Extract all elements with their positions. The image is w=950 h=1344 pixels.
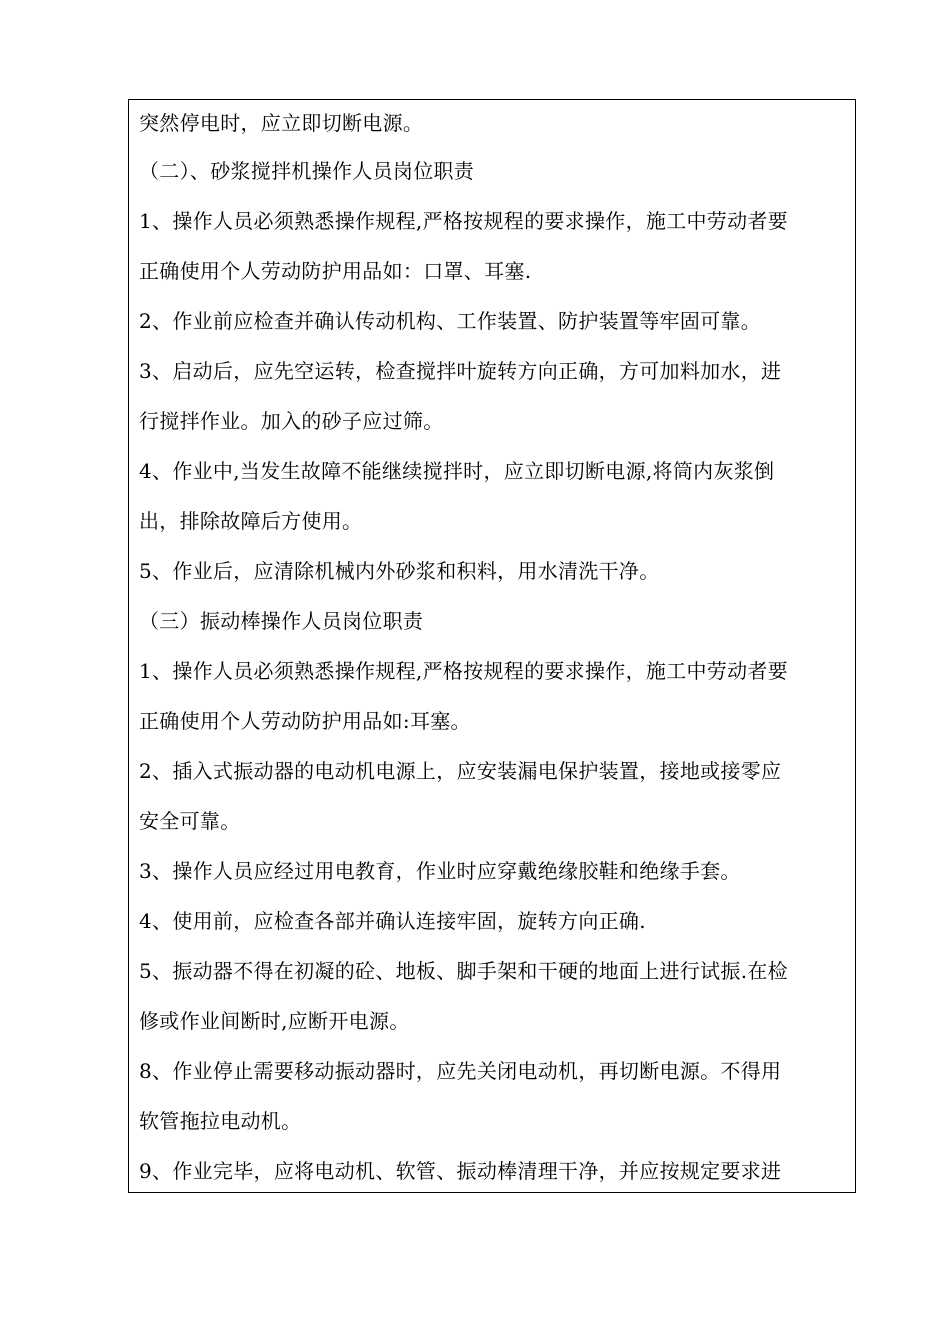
- text-line: 8、作业停止需要移动振动器时，应先关闭电动机，再切断电源。不得用: [139, 1059, 782, 1083]
- text-line: 1、操作人员必须熟悉操作规程,严格按规程的要求操作，施工中劳动者要: [139, 659, 788, 683]
- text-line: 突然停电时，应立即切断电源。: [139, 111, 424, 135]
- text-line: 行搅拌作业。加入的砂子应过筛。: [139, 409, 444, 433]
- text-line: 安全可靠。: [139, 809, 241, 833]
- text-line: 5、作业后，应清除机械内外砂浆和积料，用水清洗干净。: [139, 559, 660, 583]
- text-line: 5、振动器不得在初凝的砼、地板、脚手架和干硬的地面上进行试振.在检: [139, 959, 788, 983]
- text-line: 1、操作人员必须熟悉操作规程,严格按规程的要求操作，施工中劳动者要: [139, 209, 788, 233]
- section-heading: （二）、砂浆搅拌机操作人员岗位职责: [139, 159, 475, 183]
- text-line: 3、操作人员应经过用电教育，作业时应穿戴绝缘胶鞋和绝缘手套。: [139, 859, 741, 883]
- text-line: 2、插入式振动器的电动机电源上，应安装漏电保护装置，接地或接零应: [139, 759, 782, 783]
- text-line: 修或作业间断时,应断开电源。: [139, 1009, 410, 1033]
- document-body: [139, 100, 851, 1193]
- text-line: 正确使用个人劳动防护用品如:耳塞。: [139, 709, 471, 733]
- text-line: 出，排除故障后方使用。: [139, 509, 363, 533]
- text-line: 4、作业中,当发生故障不能继续搅拌时，应立即切断电源,将筒内灰浆倒: [139, 459, 775, 483]
- text-line: 3、启动后，应先空运转，检查搅拌叶旋转方向正确，方可加料加水，进: [139, 359, 782, 383]
- section-heading: （三）振动棒操作人员岗位职责: [139, 609, 424, 633]
- text-line: 9、作业完毕，应将电动机、软管、振动棒清理干净，并应按规定要求进: [139, 1159, 782, 1183]
- text-line: 4、使用前，应检查各部并确认连接牢固，旋转方向正确.: [139, 909, 646, 933]
- text-line: 软管拖拉电动机。: [139, 1109, 302, 1133]
- text-line: 正确使用个人劳动防护用品如：口罩、耳塞.: [139, 259, 532, 283]
- document-frame: [128, 99, 856, 1193]
- text-line: 2、作业前应检查并确认传动机构、工作装置、防护装置等牢固可靠。: [139, 309, 762, 333]
